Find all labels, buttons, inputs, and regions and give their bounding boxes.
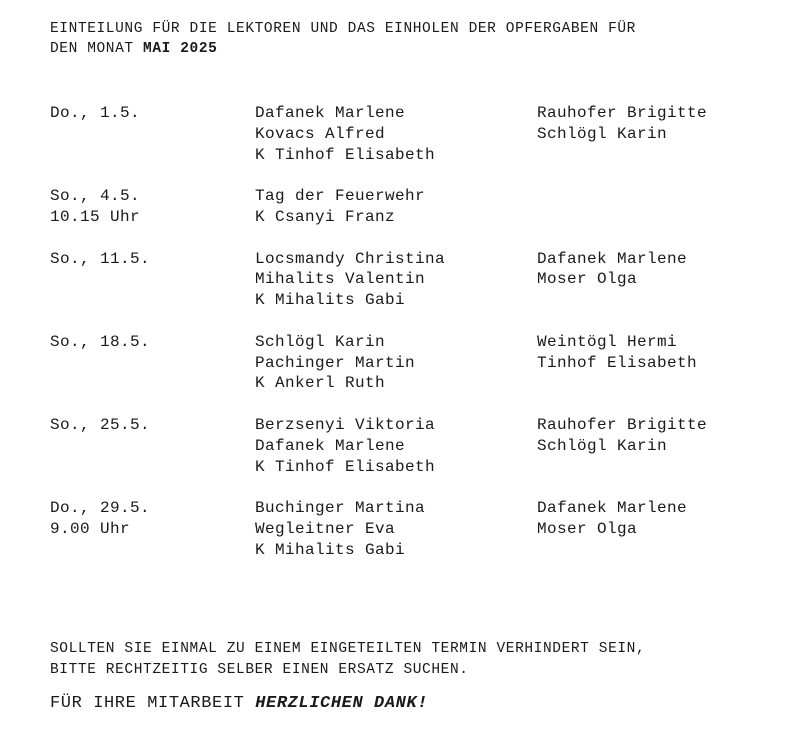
entry-date (50, 186, 255, 228)
entry-collectors (537, 103, 770, 165)
entry-lectors-line: K Mihalits Gabi (255, 291, 406, 310)
entry-date-line: So., 25.5. (50, 415, 151, 434)
schedule-entry (50, 332, 770, 394)
entry-collectors (537, 332, 770, 394)
entry-lectors (255, 498, 537, 560)
thanks-prefix: FÜR IHRE MITARBEIT (50, 694, 256, 713)
entry-date (50, 415, 255, 477)
entry-lectors (255, 249, 537, 311)
entry-collectors-line: Schlögl Karin (537, 436, 668, 455)
entry-date-line: So., 18.5. (50, 332, 151, 351)
footer-note (50, 639, 770, 680)
entry-collectors (537, 186, 770, 228)
entry-collectors-line: Dafanek Marlene (537, 499, 688, 518)
entry-lectors-line: Pachinger Martin (255, 353, 416, 372)
entry-collectors (537, 498, 770, 560)
entry-lectors-line: Buchinger Martina (255, 499, 426, 518)
month-label: MAI 2025 (143, 41, 218, 57)
entry-date-line: So., 4.5. (50, 187, 141, 206)
entry-date-line: 10.15 Uhr (50, 207, 141, 226)
entry-collectors (537, 249, 770, 311)
entry-lectors-line: Mihalits Valentin (255, 270, 426, 289)
title-line-1: EINTEILUNG FÜR DIE LEKTOREN UND DAS EINHOLEN DER OPFERGABEN FÜR (50, 21, 636, 37)
entry-collectors-line: Schlögl Karin (537, 124, 668, 143)
entry-lectors (255, 186, 537, 228)
thanks-emphasis: HERZLICHEN DANK! (255, 694, 429, 713)
entry-collectors-line: Rauhofer Brigitte (537, 415, 708, 434)
schedule-list (50, 103, 770, 581)
entry-lectors-line: Kovacs Alfred (255, 124, 386, 143)
thanks-line (50, 694, 428, 713)
entry-lectors (255, 332, 537, 394)
entry-date (50, 249, 255, 311)
entry-date (50, 498, 255, 560)
entry-date-line: Do., 1.5. (50, 104, 141, 122)
schedule-entry (50, 415, 770, 477)
entry-lectors-line: Schlögl Karin (255, 332, 386, 351)
entry-collectors-line: Moser Olga (537, 270, 638, 289)
entry-lectors-line: Wegleitner Eva (255, 519, 396, 538)
entry-collectors-line: Dafanek Marlene (537, 249, 688, 268)
entry-lectors-line: Tag der Feuerwehr (255, 187, 426, 206)
entry-lectors-line: K Csanyi Franz (255, 207, 396, 226)
entry-date (50, 103, 255, 165)
footer-note-line-1: SOLLTEN SIE EINMAL ZU EINEM EINGETEILTEN TERMIN VERHINDERT SEIN, (50, 641, 646, 657)
schedule-entry (50, 249, 770, 311)
entry-lectors-line: K Mihalits Gabi (255, 540, 406, 559)
entry-date-line: So., 11.5. (50, 249, 151, 268)
title-line-2-prefix: DEN MONAT (50, 41, 144, 57)
entry-date-line: 9.00 Uhr (50, 519, 131, 538)
entry-lectors-line: K Ankerl Ruth (255, 374, 386, 393)
title-line-2 (50, 39, 770, 59)
document-title (50, 19, 770, 59)
entry-lectors-line: K Tinhof Elisabeth (255, 457, 436, 476)
schedule-entry (50, 186, 770, 228)
entry-lectors-line: Berzsenyi Viktoria (255, 415, 436, 434)
entry-lectors (255, 415, 537, 477)
entry-collectors (537, 415, 770, 477)
entry-date-line: Do., 29.5. (50, 499, 151, 518)
entry-lectors-line: Locsmandy Christina (255, 249, 446, 268)
entry-lectors-line: Dafanek Marlene (255, 436, 406, 455)
footer-note-line-2: BITTE RECHTZEITIG SELBER EINEN ERSATZ SUCHEN. (50, 661, 469, 678)
entry-collectors-line: Weintögl Hermi (537, 332, 678, 351)
entry-lectors-line: Dafanek Marlene (255, 104, 406, 122)
entry-collectors-line: Moser Olga (537, 519, 638, 538)
entry-lectors-line: K Tinhof Elisabeth (255, 145, 436, 164)
entry-collectors-line: Rauhofer Brigitte (537, 104, 708, 122)
schedule-entry (50, 498, 770, 560)
entry-date (50, 332, 255, 394)
entry-collectors-line: Tinhof Elisabeth (537, 353, 698, 372)
entry-lectors (255, 103, 537, 165)
schedule-entry (50, 103, 770, 165)
